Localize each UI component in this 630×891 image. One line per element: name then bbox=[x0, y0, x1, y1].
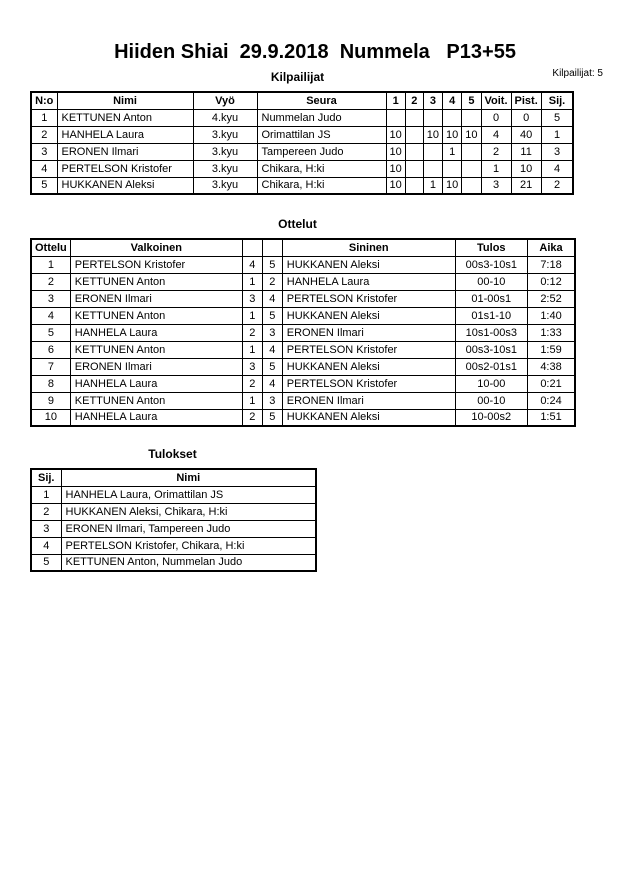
table-header-row bbox=[31, 239, 575, 256]
white-no: 2 bbox=[242, 324, 262, 341]
white-no: 1 bbox=[242, 307, 262, 324]
match-result: 01s1-10 bbox=[455, 307, 527, 324]
blue-name: PERTELSON Kristofer bbox=[282, 341, 455, 358]
result-rank: 2 bbox=[31, 503, 61, 520]
score-vs-3: 1 bbox=[423, 177, 442, 194]
competitors-heading: Kilpailijat bbox=[270, 70, 325, 84]
blue-no: 5 bbox=[262, 307, 282, 324]
matches-table bbox=[30, 238, 576, 427]
match-no: 6 bbox=[31, 341, 70, 358]
white-name: KETTUNEN Anton bbox=[70, 341, 242, 358]
blue-no: 4 bbox=[262, 341, 282, 358]
score-vs-5: 10 bbox=[462, 126, 481, 143]
white-no: 4 bbox=[242, 256, 262, 273]
competitor-belt: 3.kyu bbox=[193, 143, 257, 160]
result-name: KETTUNEN Anton, Nummelan Judo bbox=[61, 554, 316, 571]
white-name: HANHELA Laura bbox=[70, 409, 242, 426]
blue-name: HUKKANEN Aleksi bbox=[282, 307, 455, 324]
col-header-club: Seura bbox=[257, 92, 386, 109]
competitor-rank: 1 bbox=[541, 126, 573, 143]
result-name: HANHELA Laura, Orimattilan JS bbox=[61, 486, 316, 503]
competitor-no: 1 bbox=[31, 109, 57, 126]
competitor-name: ERONEN Ilmari bbox=[57, 143, 193, 160]
match-time: 1:51 bbox=[527, 409, 575, 426]
blue-no: 5 bbox=[262, 409, 282, 426]
score-vs-4 bbox=[443, 109, 462, 126]
blue-no: 4 bbox=[262, 375, 282, 392]
score-vs-2 bbox=[405, 160, 423, 177]
competitor-club: Chikara, H:ki bbox=[257, 160, 386, 177]
match-result: 00s2-01s1 bbox=[455, 358, 527, 375]
result-name: ERONEN Ilmari, Tampereen Judo bbox=[61, 520, 316, 537]
table-row bbox=[31, 290, 575, 307]
table-row bbox=[31, 375, 575, 392]
competitor-no: 3 bbox=[31, 143, 57, 160]
competitor-name: KETTUNEN Anton bbox=[57, 109, 193, 126]
result-name: PERTELSON Kristofer, Chikara, H:ki bbox=[61, 537, 316, 554]
score-vs-4 bbox=[443, 160, 462, 177]
score-vs-3 bbox=[423, 143, 442, 160]
page-title: Hiiden Shiai 29.9.2018 Nummela P13+55 bbox=[114, 41, 516, 63]
table-row bbox=[31, 554, 316, 571]
blue-no: 5 bbox=[262, 358, 282, 375]
col-header-belt: Vyö bbox=[193, 92, 257, 109]
competitor-belt: 4.kyu bbox=[193, 109, 257, 126]
white-name: KETTUNEN Anton bbox=[70, 273, 242, 290]
white-no: 1 bbox=[242, 341, 262, 358]
match-time: 0:21 bbox=[527, 375, 575, 392]
match-time: 7:18 bbox=[527, 256, 575, 273]
col-header-match-no: Ottelu bbox=[31, 239, 70, 256]
blue-no: 2 bbox=[262, 273, 282, 290]
white-name: PERTELSON Kristofer bbox=[70, 256, 242, 273]
score-vs-4: 10 bbox=[443, 126, 462, 143]
table-row bbox=[31, 143, 573, 160]
table-row bbox=[31, 126, 573, 143]
score-vs-3 bbox=[423, 109, 442, 126]
blue-name: HANHELA Laura bbox=[282, 273, 455, 290]
competitor-rank: 2 bbox=[541, 177, 573, 194]
competitor-wins: 2 bbox=[481, 143, 511, 160]
white-name: HANHELA Laura bbox=[70, 324, 242, 341]
table-row bbox=[31, 392, 575, 409]
score-vs-3 bbox=[423, 160, 442, 177]
blue-no: 4 bbox=[262, 290, 282, 307]
match-time: 1:33 bbox=[527, 324, 575, 341]
score-vs-1: 10 bbox=[386, 160, 405, 177]
competitor-belt: 3.kyu bbox=[193, 126, 257, 143]
table-row bbox=[31, 409, 575, 426]
table-header-row bbox=[31, 469, 316, 486]
col-header-1: 1 bbox=[386, 92, 405, 109]
result-rank: 5 bbox=[31, 554, 61, 571]
competitor-no: 4 bbox=[31, 160, 57, 177]
match-result: 10-00s2 bbox=[455, 409, 527, 426]
score-vs-4: 10 bbox=[443, 177, 462, 194]
competitor-wins: 4 bbox=[481, 126, 511, 143]
table-row bbox=[31, 160, 573, 177]
blue-name: PERTELSON Kristofer bbox=[282, 290, 455, 307]
score-vs-3: 10 bbox=[423, 126, 442, 143]
white-no: 3 bbox=[242, 290, 262, 307]
col-header-no: N:o bbox=[31, 92, 57, 109]
white-no: 1 bbox=[242, 273, 262, 290]
table-row bbox=[31, 520, 316, 537]
col-header-rank: Sij. bbox=[541, 92, 573, 109]
table-row bbox=[31, 324, 575, 341]
competitor-points: 0 bbox=[511, 109, 541, 126]
blue-name: ERONEN Ilmari bbox=[282, 392, 455, 409]
white-name: KETTUNEN Anton bbox=[70, 307, 242, 324]
score-vs-1: 10 bbox=[386, 143, 405, 160]
col-header-white-no bbox=[242, 239, 262, 256]
table-row bbox=[31, 537, 316, 554]
score-vs-5 bbox=[462, 177, 481, 194]
competitor-points: 10 bbox=[511, 160, 541, 177]
match-no: 1 bbox=[31, 256, 70, 273]
score-vs-2 bbox=[405, 126, 423, 143]
competitor-rank: 3 bbox=[541, 143, 573, 160]
match-time: 4:38 bbox=[527, 358, 575, 375]
competitor-club: Nummelan Judo bbox=[257, 109, 386, 126]
competitor-no: 2 bbox=[31, 126, 57, 143]
table-row bbox=[31, 256, 575, 273]
score-vs-4: 1 bbox=[443, 143, 462, 160]
competitor-name: HANHELA Laura bbox=[57, 126, 193, 143]
blue-name: HUKKANEN Aleksi bbox=[282, 358, 455, 375]
match-no: 10 bbox=[31, 409, 70, 426]
score-vs-2 bbox=[405, 143, 423, 160]
score-vs-1 bbox=[386, 109, 405, 126]
col-header-white: Valkoinen bbox=[70, 239, 242, 256]
match-result: 00-10 bbox=[455, 273, 527, 290]
competitor-club: Chikara, H:ki bbox=[257, 177, 386, 194]
score-vs-5 bbox=[462, 143, 481, 160]
table-row bbox=[31, 486, 316, 503]
table-row bbox=[31, 503, 316, 520]
table-row bbox=[31, 177, 573, 194]
match-no: 2 bbox=[31, 273, 70, 290]
white-no: 2 bbox=[242, 409, 262, 426]
blue-name: HUKKANEN Aleksi bbox=[282, 256, 455, 273]
score-vs-2 bbox=[405, 109, 423, 126]
match-no: 9 bbox=[31, 392, 70, 409]
col-header-blue: Sininen bbox=[282, 239, 455, 256]
competitor-wins: 3 bbox=[481, 177, 511, 194]
match-result: 01-00s1 bbox=[455, 290, 527, 307]
table-header-row bbox=[31, 92, 573, 109]
col-header-name: Nimi bbox=[61, 469, 316, 486]
match-time: 1:59 bbox=[527, 341, 575, 358]
score-vs-1: 10 bbox=[386, 177, 405, 194]
match-time: 0:12 bbox=[527, 273, 575, 290]
blue-name: ERONEN Ilmari bbox=[282, 324, 455, 341]
blue-name: PERTELSON Kristofer bbox=[282, 375, 455, 392]
score-vs-1: 10 bbox=[386, 126, 405, 143]
col-header-time: Aika bbox=[527, 239, 575, 256]
col-header-3: 3 bbox=[423, 92, 442, 109]
blue-no: 3 bbox=[262, 324, 282, 341]
competitor-points: 21 bbox=[511, 177, 541, 194]
white-name: HANHELA Laura bbox=[70, 375, 242, 392]
blue-no: 3 bbox=[262, 392, 282, 409]
match-no: 5 bbox=[31, 324, 70, 341]
match-no: 7 bbox=[31, 358, 70, 375]
match-no: 3 bbox=[31, 290, 70, 307]
match-result: 00s3-10s1 bbox=[455, 341, 527, 358]
match-no: 4 bbox=[31, 307, 70, 324]
competitor-belt: 3.kyu bbox=[193, 177, 257, 194]
matches-heading: Ottelut bbox=[278, 217, 317, 231]
col-header-name: Nimi bbox=[57, 92, 193, 109]
table-row bbox=[31, 307, 575, 324]
col-header-result: Tulos bbox=[455, 239, 527, 256]
match-time: 2:52 bbox=[527, 290, 575, 307]
table-row bbox=[31, 358, 575, 375]
col-header-wins: Voit. bbox=[481, 92, 511, 109]
competitor-wins: 1 bbox=[481, 160, 511, 177]
white-no: 3 bbox=[242, 358, 262, 375]
competitor-points: 40 bbox=[511, 126, 541, 143]
competitor-club: Tampereen Judo bbox=[257, 143, 386, 160]
result-rank: 3 bbox=[31, 520, 61, 537]
table-row bbox=[31, 341, 575, 358]
match-result: 00-10 bbox=[455, 392, 527, 409]
col-header-2: 2 bbox=[405, 92, 423, 109]
col-header-blue-no bbox=[262, 239, 282, 256]
competitor-belt: 3.kyu bbox=[193, 160, 257, 177]
match-result: 00s3-10s1 bbox=[455, 256, 527, 273]
results-heading: Tulokset bbox=[148, 447, 197, 461]
competitor-rank: 4 bbox=[541, 160, 573, 177]
match-time: 0:24 bbox=[527, 392, 575, 409]
results-table bbox=[30, 468, 317, 572]
white-name: KETTUNEN Anton bbox=[70, 392, 242, 409]
result-name: HUKKANEN Aleksi, Chikara, H:ki bbox=[61, 503, 316, 520]
competitor-name: PERTELSON Kristofer bbox=[57, 160, 193, 177]
match-no: 8 bbox=[31, 375, 70, 392]
score-vs-5 bbox=[462, 109, 481, 126]
white-no: 2 bbox=[242, 375, 262, 392]
blue-no: 5 bbox=[262, 256, 282, 273]
competitor-count-label: Kilpailijat: 5 bbox=[552, 68, 603, 79]
white-no: 1 bbox=[242, 392, 262, 409]
result-rank: 4 bbox=[31, 537, 61, 554]
competitor-wins: 0 bbox=[481, 109, 511, 126]
col-header-5: 5 bbox=[462, 92, 481, 109]
white-name: ERONEN Ilmari bbox=[70, 358, 242, 375]
competitor-name: HUKKANEN Aleksi bbox=[57, 177, 193, 194]
competitor-no: 5 bbox=[31, 177, 57, 194]
col-header-points: Pist. bbox=[511, 92, 541, 109]
competitor-club: Orimattilan JS bbox=[257, 126, 386, 143]
competitor-points: 11 bbox=[511, 143, 541, 160]
score-vs-2 bbox=[405, 177, 423, 194]
match-time: 1:40 bbox=[527, 307, 575, 324]
match-result: 10s1-00s3 bbox=[455, 324, 527, 341]
table-row bbox=[31, 109, 573, 126]
competitor-rank: 5 bbox=[541, 109, 573, 126]
competitors-table bbox=[30, 91, 574, 195]
blue-name: HUKKANEN Aleksi bbox=[282, 409, 455, 426]
col-header-4: 4 bbox=[443, 92, 462, 109]
col-header-rank: Sij. bbox=[31, 469, 61, 486]
table-row bbox=[31, 273, 575, 290]
result-rank: 1 bbox=[31, 486, 61, 503]
score-vs-5 bbox=[462, 160, 481, 177]
white-name: ERONEN Ilmari bbox=[70, 290, 242, 307]
match-result: 10-00 bbox=[455, 375, 527, 392]
